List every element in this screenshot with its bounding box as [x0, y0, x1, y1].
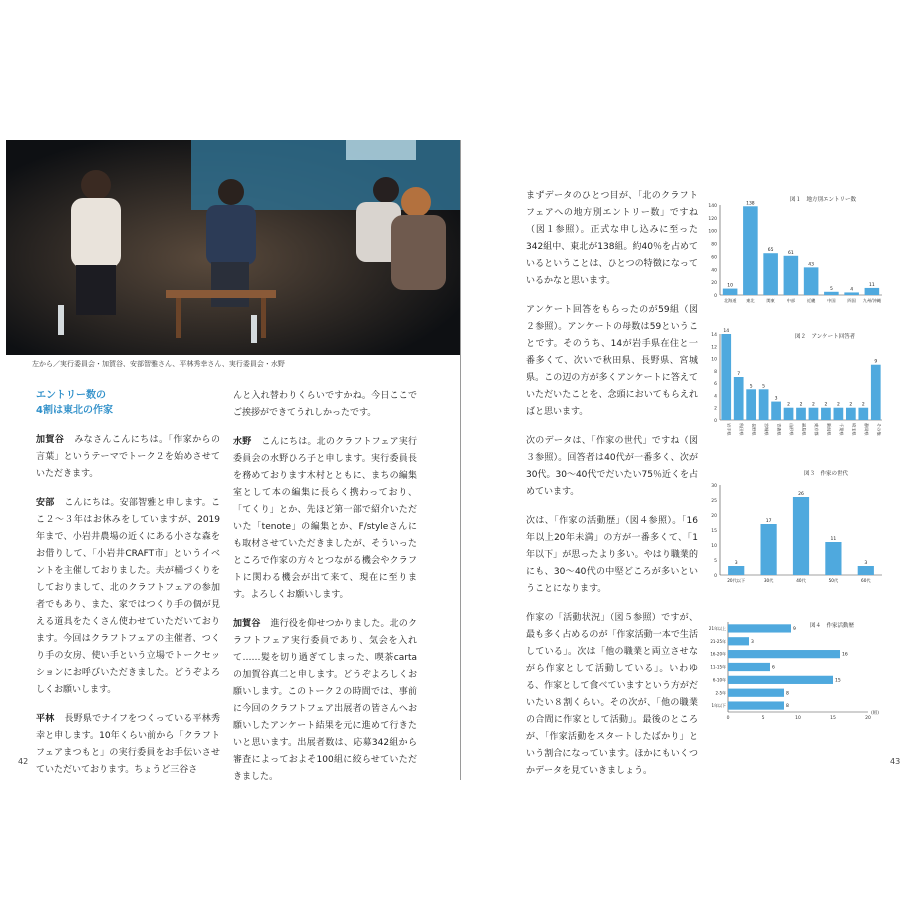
data-label: 7 [737, 372, 741, 377]
chart-fig1 [700, 185, 885, 315]
bar [771, 402, 781, 420]
x-tick-label: 20 [865, 716, 871, 721]
x-tick-label: 新潟県 [826, 423, 832, 436]
y-tick-label: 0 [714, 419, 717, 424]
chart-title: 図４ 作家活動歴 [810, 623, 855, 629]
bar [761, 524, 777, 575]
x-tick-label: 関東 [766, 298, 775, 303]
speaker-name: 平林 [36, 714, 55, 724]
data-label: 8 [786, 691, 789, 697]
x-tick-label: 静岡県 [863, 423, 869, 436]
dialogue-text: 長野県でナイフをつくっている平林秀幸と申します。10年くらい前から「クラフトフェアまつもと」の実行委員をお手伝いさせていただいております。ちょうど三谷さ [36, 714, 220, 775]
bar [728, 676, 833, 684]
dialogue-paragraph [233, 434, 417, 604]
x-tick-label: 長野県 [751, 423, 757, 436]
body-paragraph: 作家の「活動状況」（図５参照）ですが、最も多く占めるのが「作家活動一本で生活している」。次は「他の職業と両立させながら作家として活動している」。いわゆる、作家として食べていますという方がだいたい８割くらい。その次が、「他の職業の合間に作家として活動」。最後のところが、「作家活動をスタートしたばかり」という割合になっています。ほかにもいくつかデータを見ていきましょう。 [526, 613, 698, 776]
bar [809, 408, 819, 420]
dialogue-text: みなさんこんにちは。「作家からの言葉」というテーマでトーク２を始めさせていただきます。 [36, 435, 220, 479]
data-label: 11 [830, 537, 837, 542]
x-tick-label: 福島県 [801, 423, 807, 436]
bar [728, 701, 784, 709]
y-tick-label: 2 [714, 406, 717, 412]
x-tick-label: 山形県 [789, 423, 795, 436]
bar [728, 650, 840, 658]
y-tick-label: 6 [714, 382, 717, 388]
x-tick-label: その他 [876, 423, 882, 436]
bar [728, 637, 749, 645]
y-tick-label: 100 [708, 229, 717, 235]
data-label: 2 [861, 402, 865, 408]
bar [728, 566, 744, 575]
data-label: 9 [874, 359, 878, 365]
bar [784, 256, 799, 295]
bar [759, 389, 769, 420]
bar [858, 408, 868, 420]
chart-title: 図３ 作家の世代 [804, 471, 849, 477]
y-tick-label: 20 [711, 514, 717, 519]
y-tick-label: 0 [714, 574, 717, 579]
dialogue-text: 進行役を仰せつかりました。北のクラフトフェア実行委員であり、気会を入れて……髪を切り過ぎてしまった、喫茶cartaの加賀谷真二と申します。どうぞよろしくお願いします。このトーク２の時間では、事前に今回のクラフトフェア出展者の皆さんへお願いしたアンケート結果を元に進めて行きたいと思います。出展者数は、応募342組から審査によっておよそ100組に絞らせていただきました。 [233, 619, 417, 782]
data-label: 2 [836, 402, 840, 408]
data-label: 2 [824, 402, 828, 408]
x-tick-label: 50代 [828, 578, 839, 583]
bar [844, 292, 859, 295]
data-label: 4 [850, 287, 854, 293]
chart-fig4-svg [700, 610, 885, 735]
chart-fig3-svg [700, 465, 885, 595]
section-heading-line2: 4割は東北の作家 [36, 405, 113, 416]
photo-caption: 左から／実行委員会・加賀谷、安部智雅さん、平林秀幸さん、実行委員会・水野 [32, 360, 285, 368]
data-label: 10 [727, 283, 733, 289]
right-column [526, 188, 698, 792]
bar [784, 408, 794, 420]
speaker-name: 加賀谷 [36, 435, 65, 445]
y-tick-label: 1年以下 [711, 703, 726, 709]
event-photo [6, 140, 461, 355]
data-label: 2 [849, 402, 853, 408]
bar [825, 542, 841, 575]
chart-fig3 [700, 465, 885, 595]
data-label: 16 [842, 652, 848, 658]
bar [824, 292, 839, 295]
body-paragraph: まずデータのひとつ目が、「北のクラフトフェアへの地方別エントリー数」ですね（図１参照）。正式な申し込みに至った342組中、東北が138組。約40％を占めているということは、ひとつの特徴になっているかなと思います。 [526, 191, 698, 286]
x-tick-label: 岩手県 [726, 423, 732, 436]
x-tick-label: 中部 [786, 298, 796, 303]
x-tick-label: 埼玉県 [851, 423, 857, 436]
x-tick-label: 宮城県 [764, 423, 770, 436]
y-tick-label: 60 [711, 255, 717, 261]
section-heading [36, 388, 220, 418]
chart-fig2 [700, 320, 885, 460]
dialogue-paragraph [36, 495, 220, 699]
dialogue-paragraph [233, 388, 417, 422]
x-tick-label: 10 [795, 716, 801, 721]
x-tick-label: 秋田県 [739, 423, 745, 436]
data-label: 3 [774, 396, 778, 402]
x-tick-label: 近畿 [806, 298, 816, 303]
data-label: 17 [765, 519, 772, 524]
y-tick-label: 30 [711, 484, 717, 489]
dialogue-text: こんにちは。北のクラフトフェア実行委員会の水野ひろ子と申します。実行委員長を務めております木村とともに、まちの編集室として本の編集に長らく携わっており、「てくり」とか、先ほど第一部で紹介いただいた「tenote」の編集とか、F/styleさんにも取材させていただきましたが、そういったところで作家の方々とつながる機会やクラフトに関わる機会が出て来て、現在に至ります。よろしくお願いします。 [233, 437, 417, 600]
x-tick-label: 40代 [796, 578, 806, 583]
dialogue-paragraph [36, 432, 220, 483]
y-tick-label: 15 [711, 529, 717, 534]
bar [721, 334, 731, 420]
data-label: 26 [798, 492, 804, 497]
y-tick-label: 12 [711, 345, 717, 351]
bar [743, 206, 758, 295]
x-tick-label: 中国 [827, 298, 836, 303]
y-tick-label: 25 [711, 499, 717, 504]
x-tick-label: 60代 [861, 578, 871, 583]
y-tick-label: 10 [711, 544, 717, 549]
bar [804, 267, 819, 295]
x-tick-label: 東京都 [813, 423, 819, 436]
bar [796, 408, 806, 420]
y-tick-label: 120 [708, 216, 717, 222]
body-paragraph: 次のデータは、「作家の世代」ですね（図３参照）。回答者は40代が一番多く、次が30代。30〜40代でだいたい75％近くを占めています。 [526, 436, 698, 497]
data-label: 5 [749, 384, 753, 390]
speaker-name: 安部 [36, 498, 55, 508]
x-tick-label: 5 [761, 716, 765, 721]
speaker-name: 加賀谷 [233, 619, 261, 629]
bar [734, 377, 744, 420]
body-paragraph: アンケート回答をもらったのが59組（図２参照）。アンケートの母数は59ということです。そのうち、14が岩手県在住と一番多くて、次いで秋田県、長野県、宮城県。この辺の方が多くアンケートに答えていただいたことを、念頭においてもらえればと思います。 [526, 305, 698, 417]
y-tick-label: 16-20年 [710, 651, 726, 657]
speaker-name: 水野 [233, 437, 252, 447]
data-label: 5 [762, 384, 766, 390]
bar [821, 408, 831, 420]
x-tick-label: 東北 [746, 298, 755, 303]
x-tick-label: 0 [726, 716, 730, 721]
dialogue-text: んと入れ替わりくらいですかね。今日ここでご挨拶ができてうれしかったです。 [233, 391, 417, 418]
y-tick-label: 8 [714, 369, 717, 375]
data-label: 8 [786, 704, 789, 710]
data-label: 43 [808, 262, 814, 268]
data-label: 2 [812, 402, 815, 408]
dialogue-paragraph [233, 616, 417, 786]
data-label: 61 [788, 250, 794, 256]
x-tick-label: 四国 [847, 298, 856, 303]
dialogue-text: こんにちは。安部智雅と申します。ここ２〜３年はお休みをしていますが、2019年まで、小岩井農場の近くにある小さな森をお借りして、「小岩井CRAFT市」というイベントを主催しておりました。夫が桶づくりをしておりまして、北のクラフトフェアの参加者でもあり、また、家ではつくり手の個が見える道具をたくさん使わせていただいております。今回はクラフトフェアの主催者、つくり手の女房、使い手という立場でトークセッションにお呼びいただきました。どうぞよろしくお願いします。 [36, 498, 220, 695]
x-tick-label: 青森県 [776, 423, 782, 436]
bar [728, 663, 770, 671]
data-label: 3 [734, 561, 738, 566]
data-label: 9 [793, 627, 796, 633]
bar [723, 289, 738, 295]
page-number-right: 43 [890, 757, 901, 766]
y-tick-label: 0 [714, 294, 717, 299]
bar [746, 389, 756, 420]
bar [871, 365, 881, 420]
left-column-2 [233, 388, 417, 798]
data-label: 65 [767, 248, 774, 254]
chart-fig2-svg [700, 320, 885, 460]
y-tick-label: 21-25年 [710, 638, 726, 644]
data-label: 15 [835, 678, 841, 684]
y-tick-label: 4 [714, 394, 717, 400]
data-label: 138 [746, 201, 755, 207]
x-tick-label: 千葉県 [838, 423, 844, 436]
y-tick-label: 20 [711, 281, 717, 287]
data-label: 2 [787, 402, 790, 408]
chart-title: 図２ アンケート回答者 [795, 334, 856, 340]
dialogue-paragraph [36, 711, 220, 779]
data-label: 3 [751, 639, 754, 645]
x-tick-label: 北海道 [723, 298, 737, 303]
left-column-1 [36, 388, 220, 791]
data-label: 6 [772, 665, 775, 671]
data-label: 14 [723, 329, 730, 334]
body-paragraph: 次は、「作家の活動歴」（図４参照）。「16年以上20年未満」の方が一番多くて、「1年以下」が思ったより多い。やはり職業的にも、30〜40代の中堅どころが多いということになります。 [526, 516, 698, 594]
bar [763, 253, 778, 295]
data-label: 11 [869, 282, 875, 288]
data-label: 2 [799, 402, 803, 408]
y-tick-label: 140 [708, 204, 717, 209]
x-tick-label: 15 [830, 716, 836, 721]
bar [846, 408, 856, 420]
bar [728, 624, 791, 632]
y-tick-label: 6-10年 [712, 677, 726, 683]
y-tick-label: 2-5年 [715, 690, 726, 696]
data-label: 3 [864, 561, 868, 566]
x-axis-label: (組) [871, 711, 880, 716]
bar [834, 408, 844, 420]
page-spine [460, 140, 461, 780]
y-tick-label: 11-15年 [710, 664, 726, 670]
chart-fig1-svg [700, 185, 885, 315]
page-number-left: 42 [18, 757, 29, 766]
bar [858, 566, 874, 575]
y-tick-label: 21年以上 [708, 626, 726, 632]
y-tick-label: 5 [714, 559, 717, 564]
bar [728, 689, 784, 697]
y-tick-label: 40 [711, 268, 717, 274]
data-label: 5 [829, 286, 833, 292]
x-tick-label: 20代以下 [727, 578, 746, 583]
chart-title: 図１ 地方別エントリー数 [790, 197, 857, 203]
y-tick-label: 14 [711, 333, 717, 338]
y-tick-label: 80 [711, 242, 717, 248]
chart-fig4 [700, 610, 885, 735]
bar [865, 288, 880, 295]
section-heading-line1: エントリー数の [36, 390, 106, 401]
bar [793, 497, 809, 575]
x-tick-label: 九州/沖縄 [862, 298, 881, 303]
y-tick-label: 10 [711, 357, 717, 363]
x-tick-label: 30代 [763, 578, 774, 583]
